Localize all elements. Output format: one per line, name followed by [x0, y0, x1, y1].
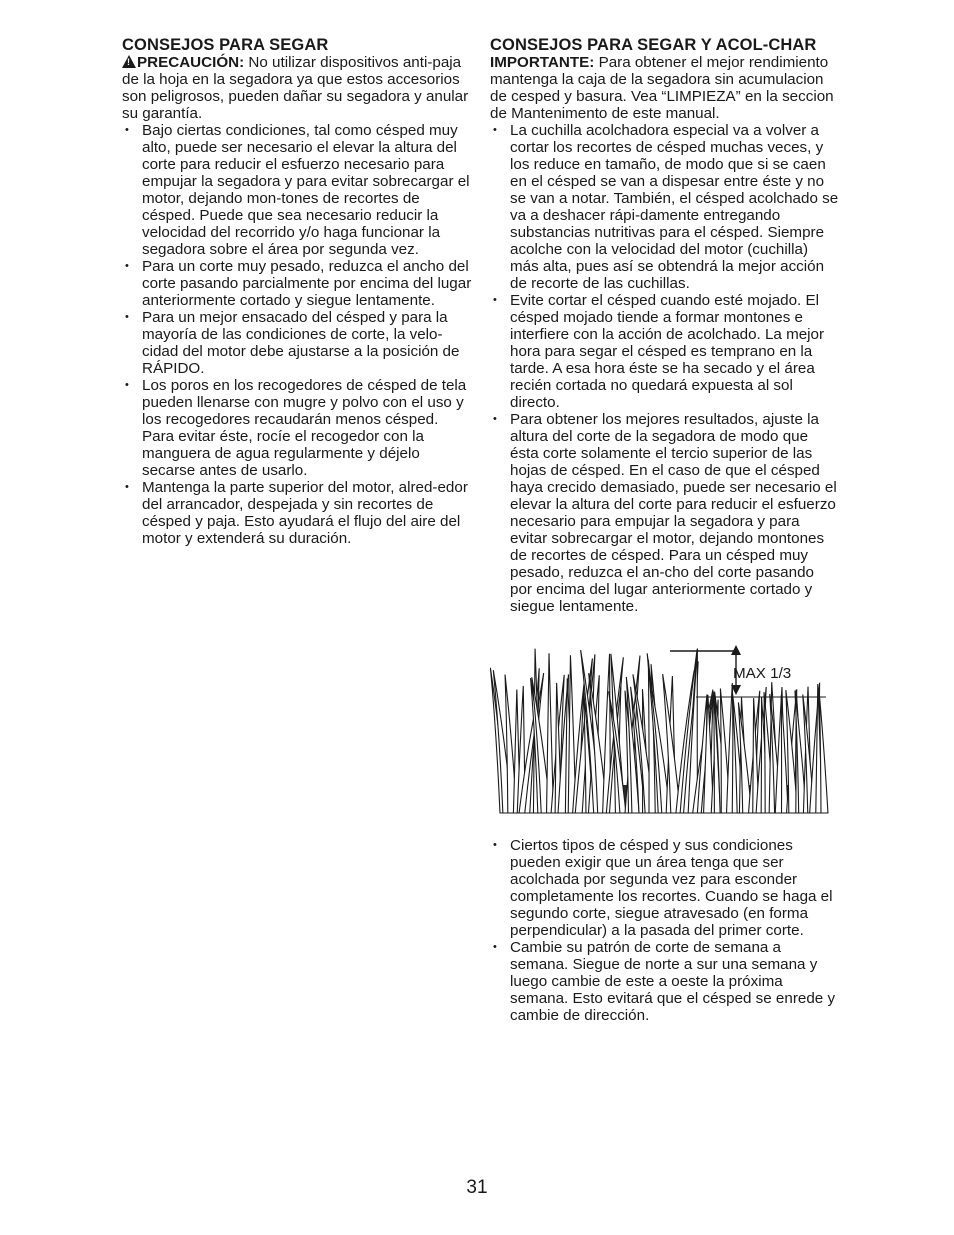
list-item: • Para obtener los mejores resultados, ajuste la altura del corte de la segadora de modo que ésta corte solamente el tercio superior de las hojas de césped. En el caso de que el césped haya crecido demasiado, puede ser necesario el elevar la altura del corte para reducir el esfuerzo necesario para empujar la segadora y para evitar sobrecargar el motor, dejando montones de recortes de césped. Para un césped muy pesado, reduzca el an-cho del corte pasando por encima del lugar anteriormente cortado y siegue lentamente. [490, 411, 840, 615]
right-heading: CONSEJOS PARA SEGAR Y ACOL-CHAR [490, 36, 817, 54]
warning-label: PRECAUCIÓN: [137, 54, 245, 71]
grass-blade [819, 695, 828, 813]
right-bullet-list-top [490, 122, 840, 615]
max-one-third-label: MAX 1/3 [733, 665, 792, 682]
page-number: 31 [466, 1177, 488, 1198]
left-column [122, 36, 472, 547]
list-item: • La cuchilla acolchadora especial va a volver a cortar los recortes de césped muchas veces, y los reduce en tamaño, de modo que si se caen en el césped se van a dispesar entre éste y no se van a notar. También, el césped acolchado se va a deshacer rápi-damente entregando substancias nutritivas para el césped. Siempre acolche con la velocidad del motor (cuchilla) más alta, pues así se obtendrá la mejor acción de recorte de las cuchillas. [490, 122, 840, 292]
list-item: • Bajo ciertas condiciones, tal como césped muy alto, puede ser necesario el elevar la altura del corte para reducir el esfuerzo necesario para empujar la segadora y para evitar sobrecargar el motor, dejando mon-tones de recortes de césped. Puede que sea necesario reducir la velocidad del recorrido y/o haga funcionar la segadora sobre el área por segunda vez. [122, 122, 472, 258]
list-item: • Evite cortar el césped cuando esté mojado. El césped mojado tiende a formar montones e interfiere con la acción de acolchado. La mejor hora para segar el césped es temprano en la tarde. A esa hora éste se ha secado y el área recién cortada no quedará expuesta al sol directo. [490, 292, 840, 411]
warning-text: No utilizar dispositivos anti-paja de la hoja en la segadora ya que estos accesorios son peligrosos, pueden dañar su segadora y anular su garantía. [122, 54, 469, 122]
list-item: • Para un corte muy pesado, reduzca el ancho del corte pasando parcialmente por encima del lugar anteriormente cortado y siegue lentamente. [122, 258, 472, 309]
important-label: IMPORTANTE: [490, 54, 595, 71]
warning-paragraph [122, 54, 472, 122]
grass-blades-graphic [490, 635, 830, 815]
right-column [490, 36, 840, 1024]
list-item: • Para un mejor ensacado del césped y para la mayoría de las condiciones de corte, la velo-cidad del motor debe ajustarse a la posición de RÁPIDO. [122, 309, 472, 377]
list-item: • Ciertos tipos de césped y sus condiciones pueden exigir que un área tenga que ser acolchada por segunda vez para esconder completamente los recortes. Cuando se haga el segundo corte, siegue atravesado (en forma perpendicular) a la pasada del primer corte. [490, 837, 840, 939]
left-bullet-list [122, 122, 472, 547]
list-item: • Mantenga la parte superior del motor, alred-edor del arrancador, despejada y sin recortes de césped y paja. Esto ayudará el flujo del aire del motor y extenderá su duración. [122, 479, 472, 547]
warning-triangle-icon [122, 55, 136, 68]
important-paragraph [490, 54, 840, 122]
left-heading: CONSEJOS PARA SEGAR [122, 36, 329, 54]
list-item: • Cambie su patrón de corte de semana a semana. Siegue de norte a sur una semana y luego cambie de este a oeste la próxima semana. Esto evitará que el césped se enrede y cambie de dirección. [490, 939, 840, 1024]
right-bullet-list-bottom [490, 837, 840, 1024]
list-item: • Los poros en los recogedores de césped de tela pueden llenarse con mugre y polvo con el uso y los recogedores recaudarán menos césped. Para evitar éste, rocíe el recogedor con la manguera de agua regularmente y déjelo secarse antes de usarlo. [122, 377, 472, 479]
grass-height-illustration [490, 635, 830, 815]
important-text: Para obtener el mejor rendimiento mantenga la caja de la segadora sin acumulacion de cesped y basura. Vea “LIMPIEZA” en la seccion de Mantenimento de este manual. [490, 54, 834, 122]
cut-grass-blades [696, 682, 828, 813]
arrow-up-icon [731, 645, 741, 655]
